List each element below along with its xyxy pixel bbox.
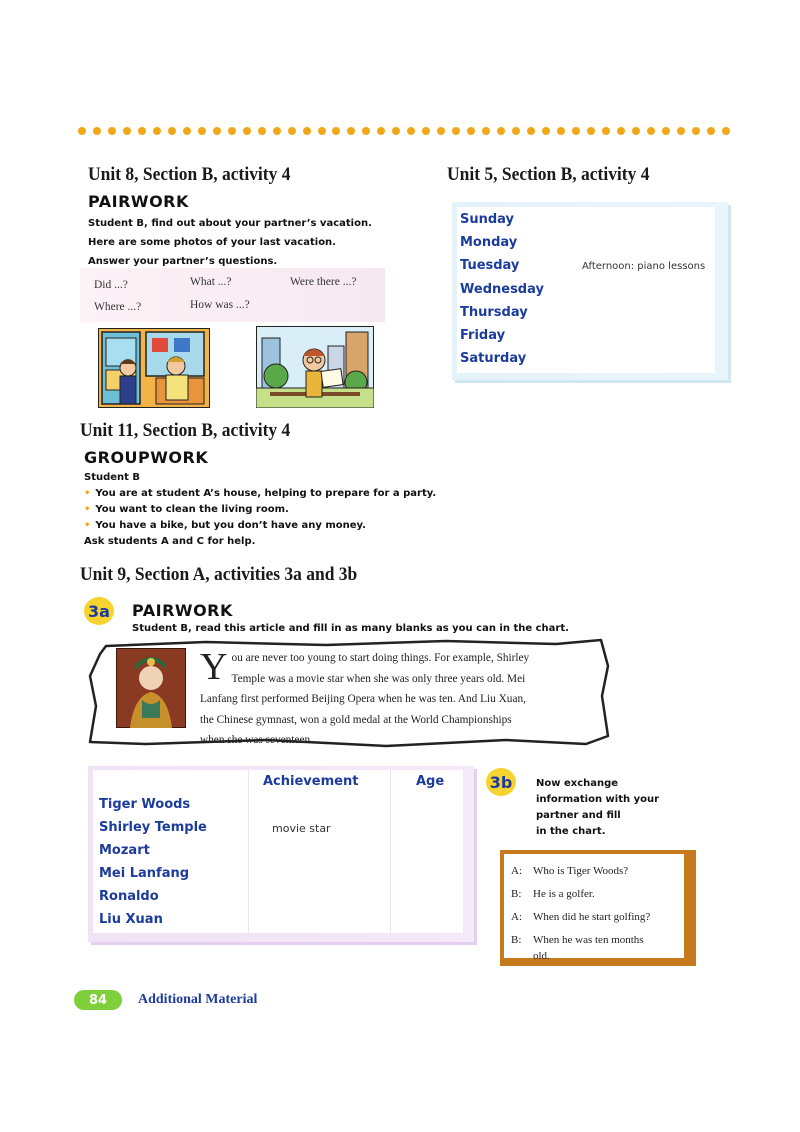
unit11-heading: Unit 11, Section B, activity 4 [80,420,291,441]
divider-dot [347,127,355,135]
bullet-item: • You want to clean the living room. [84,504,289,515]
article-card [86,636,616,754]
row-name-liu-xuan: Liu Xuan [99,912,163,927]
article-line: ou are never too young to start doing things. For example, Shirley [231,652,530,664]
instruction-line: Student B, find out about your partner’s vacation. [88,218,372,229]
header-achievement: Achievement [263,774,359,789]
divider-dot [527,127,535,135]
vacation-photo-shop [98,328,210,408]
divider-dot [168,127,176,135]
instruction-line: in the chart. [536,826,606,837]
divider-dot [303,127,311,135]
divider-dot [602,127,610,135]
unit9-title-3a: PAIRWORK [132,601,233,620]
day-thursday: Thursday [460,305,528,320]
col-divider [390,770,391,933]
bullet-item: • You have a bike, but you don’t have any money. [84,520,366,531]
divider-dot [707,127,715,135]
divider-dot [273,127,281,135]
tuesday-note: Afternoon: piano lessons [582,261,706,272]
divider-dot [288,127,296,135]
dialog-line: old. [533,950,550,962]
dialog-line: B: He is a golfer. [511,888,595,900]
divider-dot [617,127,625,135]
divider-dot [377,127,385,135]
article-line: Lanfang first performed Beijing Opera when he was ten. And Liu Xuan, [200,693,526,705]
divider-dot [123,127,131,135]
achievement-shirley-temple: movie star [272,822,331,835]
student-label: Student B [84,472,141,483]
unit8-heading: Unit 8, Section B, activity 4 [88,164,291,185]
day-friday: Friday [460,328,506,343]
badge-3a: 3a [84,597,114,625]
divider-dot [542,127,550,135]
article-line: Temple was a movie star when she was only three years old. Mei [231,672,526,685]
instruction-3a: Student B, read this article and fill in as many blanks as you can in the chart. [132,623,569,634]
divider-dot [198,127,206,135]
divider-dot [497,127,505,135]
bullet-icon: • [84,504,91,515]
col-divider [248,770,249,933]
article-line: the Chinese gymnast, won a gold medal at the World Championships [200,713,512,726]
divider-dot [512,127,520,135]
divider-dot [392,127,400,135]
divider-dot [318,127,326,135]
day-sunday: Sunday [460,212,515,227]
divider-dot [183,127,191,135]
divider-dot [407,127,415,135]
divider-dot [332,127,340,135]
schedule-box [452,202,728,380]
unit11-body [84,470,436,550]
row-name-tiger-woods: Tiger Woods [99,797,191,812]
instruction-line: Here are some photos of your last vacation. [88,237,336,248]
divider-dot [452,127,460,135]
header-age: Age [416,774,445,789]
instruction-line: information with your [536,794,660,805]
question-where: Where ...? [94,301,142,313]
article-line: when she was seventeen. [200,734,313,746]
unit9-heading: Unit 9, Section A, activities 3a and 3b [80,564,358,585]
bullet-icon: • [84,488,91,499]
day-monday: Monday [460,235,518,250]
article-text [200,648,592,751]
question-how-was: How was ...? [190,299,250,311]
divider-dot [692,127,700,135]
row-name-mei-lanfang: Mei Lanfang [99,866,190,881]
dotted-divider [78,124,730,138]
divider-dot [243,127,251,135]
bullet-item: • You are at student A’s house, helping to prepare for a party. [84,488,437,499]
day-saturday: Saturday [460,351,527,366]
dialog-line: A: Who is Tiger Woods? [511,865,629,877]
dialog-line: A: When did he start golfing? [511,911,651,923]
divider-dot [647,127,655,135]
closing-line: Ask students A and C for help. [84,536,256,547]
divider-dot [213,127,221,135]
vacation-photo-city [256,326,374,408]
divider-dot [482,127,490,135]
question-box [80,268,385,322]
divider-dot [108,127,116,135]
divider-dot [587,127,595,135]
divider-dot [258,127,266,135]
row-name-shirley-temple: Shirley Temple [99,820,207,835]
page-number-badge: 84 [74,990,122,1010]
divider-dot [362,127,370,135]
divider-dot [722,127,730,135]
instruction-3b [536,776,659,840]
divider-dot [228,127,236,135]
question-what: What ...? [190,276,232,288]
row-name-mozart: Mozart [99,843,150,858]
day-tuesday: Tuesday [460,258,520,273]
day-wednesday: Wednesday [460,282,544,297]
divider-dot [632,127,640,135]
instruction-line: Answer your partner’s questions. [88,256,278,267]
instruction-line: Now exchange [536,778,619,789]
unit8-instructions [88,214,372,271]
divider-dot [677,127,685,135]
divider-dot [93,127,101,135]
unit11-title: GROUPWORK [84,448,209,467]
divider-dot [138,127,146,135]
divider-dot [153,127,161,135]
divider-dot [437,127,445,135]
question-did: Did ...? [94,279,128,291]
badge-3b: 3b [486,768,516,796]
dialog-lines [511,860,691,964]
unit8-title: PAIRWORK [88,192,189,211]
dialog-box [500,850,696,966]
divider-dot [467,127,475,135]
divider-dot [422,127,430,135]
divider-dot [557,127,565,135]
row-name-ronaldo: Ronaldo [99,889,159,904]
portrait-photo [116,648,186,728]
drop-cap: Y [200,646,228,688]
divider-dot [78,127,86,135]
dialog-line: B: When he was ten months [511,934,644,946]
divider-dot [662,127,670,135]
unit5-heading: Unit 5, Section B, activity 4 [447,164,650,185]
divider-dot [572,127,580,135]
bullet-icon: • [84,520,91,531]
instruction-line: partner and fill [536,810,621,821]
footer-label: Additional Material [138,992,258,1007]
question-were-there: Were there ...? [290,276,357,288]
achievement-chart [88,766,474,942]
